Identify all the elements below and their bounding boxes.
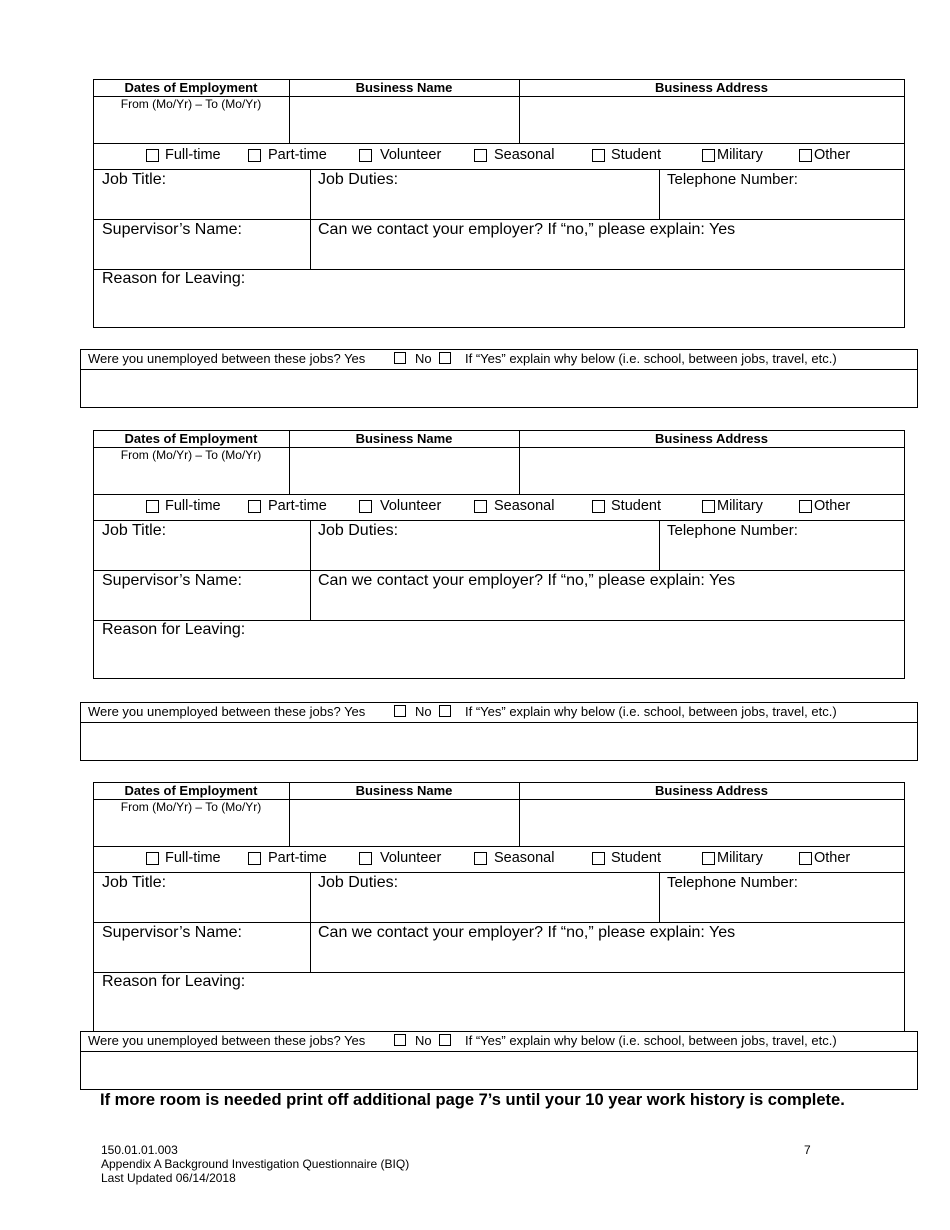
employment-type-label: Student <box>611 147 661 163</box>
employment-type-label: Full-time <box>165 147 221 163</box>
employment-type-checkbox[interactable] <box>799 149 812 162</box>
employment-type-checkbox[interactable] <box>474 852 487 865</box>
dates-of-employment-field[interactable] <box>94 113 289 143</box>
contact-employer-label: Can we contact your employer? If “no,” please explain: Yes <box>318 572 736 589</box>
employment-type-label: Part-time <box>268 147 327 163</box>
job-duties-label: Job Duties: <box>318 171 399 188</box>
block-right-border <box>904 782 905 1032</box>
supervisor-name-label: Supervisor’s Name: <box>102 221 242 238</box>
dates-subheader: From (Mo/Yr) – To (Mo/Yr) <box>120 800 262 814</box>
unemployed-explain-label: If “Yes” explain why below (i.e. school, between jobs, travel, etc.) <box>465 1033 837 1048</box>
business-name-header: Business Name <box>355 783 453 798</box>
unemployed-question: Were you unemployed between these jobs? Yes <box>88 1033 366 1048</box>
business-name-field[interactable] <box>290 448 519 494</box>
employment-type-label: Student <box>611 498 661 514</box>
employment-type-label: Seasonal <box>494 850 555 866</box>
employment-type-checkbox[interactable] <box>702 852 715 865</box>
employment-type-label: Volunteer <box>380 147 442 163</box>
gap-bottom-border <box>80 407 918 408</box>
job-duties-label: Job Duties: <box>318 874 399 891</box>
business-address-field[interactable] <box>520 448 904 494</box>
telephone-number-label: Telephone Number: <box>667 522 798 539</box>
employment-type-checkbox[interactable] <box>146 500 159 513</box>
employment-type-checkbox[interactable] <box>474 149 487 162</box>
business-address-field[interactable] <box>520 800 904 846</box>
telephone-number-label: Telephone Number: <box>667 874 798 891</box>
unemployed-explain-label: If “Yes” explain why below (i.e. school, between jobs, travel, etc.) <box>465 704 837 719</box>
types-bottom-border <box>93 872 905 873</box>
block-right-border <box>904 430 905 678</box>
employment-type-label: Military <box>717 498 763 514</box>
employment-type-label: Part-time <box>268 850 327 866</box>
employment-type-checkbox[interactable] <box>592 149 605 162</box>
employment-type-checkbox[interactable] <box>248 852 261 865</box>
duties-phone-divider <box>659 520 660 571</box>
unemployed-no-checkbox[interactable] <box>439 352 451 364</box>
employment-type-label: Other <box>814 850 851 866</box>
types-top-border <box>93 494 905 495</box>
types-bottom-border <box>93 520 905 521</box>
dates-of-employment-header: Dates of Employment <box>124 431 258 446</box>
employment-type-label: Volunteer <box>380 498 442 514</box>
contact-employer-label: Can we contact your employer? If “no,” please explain: Yes <box>318 221 736 238</box>
employment-type-checkbox[interactable] <box>146 852 159 865</box>
employment-type-checkbox[interactable] <box>359 500 372 513</box>
gap-top-border <box>80 702 918 703</box>
business-address-header: Business Address <box>655 80 768 95</box>
business-name-field[interactable] <box>290 97 519 143</box>
last-updated: Last Updated 06/14/2018 <box>101 1171 236 1185</box>
duties-phone-divider <box>659 872 660 923</box>
unemployed-no-label: No <box>415 351 432 366</box>
employment-type-label: Military <box>717 850 763 866</box>
unemployed-explanation-field[interactable] <box>81 723 917 760</box>
employment-type-checkbox[interactable] <box>248 149 261 162</box>
dates-of-employment-header: Dates of Employment <box>124 783 258 798</box>
page-number: 7 <box>804 1143 811 1157</box>
job-duties-label: Job Duties: <box>318 522 399 539</box>
employment-type-label: Volunteer <box>380 850 442 866</box>
gap-right-border <box>917 1031 918 1090</box>
employment-type-checkbox[interactable] <box>592 500 605 513</box>
unemployed-no-label: No <box>415 1033 432 1048</box>
doc-title: Appendix A Background Investigation Questionnaire (BIQ) <box>101 1157 410 1171</box>
employment-type-label: Part-time <box>268 498 327 514</box>
types-top-border <box>93 846 905 847</box>
unemployed-yes-checkbox[interactable] <box>394 705 406 717</box>
unemployed-question: Were you unemployed between these jobs? Yes <box>88 704 366 719</box>
business-address-field[interactable] <box>520 97 904 143</box>
gap-bottom-border <box>80 760 918 761</box>
unemployed-no-checkbox[interactable] <box>439 705 451 717</box>
employment-type-checkbox[interactable] <box>592 852 605 865</box>
employment-type-label: Other <box>814 147 851 163</box>
job-title-label: Job Title: <box>102 874 167 891</box>
gap-top-border <box>80 1031 918 1032</box>
employment-type-label: Military <box>717 147 763 163</box>
unemployed-yes-checkbox[interactable] <box>394 352 406 364</box>
employment-type-label: Other <box>814 498 851 514</box>
additional-pages-note: If more room is needed print off additional page 7’s until your 10 year work history is complete. <box>100 1091 845 1109</box>
reason-for-leaving-label: Reason for Leaving: <box>102 621 246 638</box>
employment-type-checkbox[interactable] <box>702 149 715 162</box>
duties-phone-divider <box>659 169 660 220</box>
block-bottom-border <box>93 327 905 328</box>
title-row-bottom <box>93 922 905 923</box>
employment-type-label: Full-time <box>165 850 221 866</box>
telephone-number-label: Telephone Number: <box>667 171 798 188</box>
employment-type-checkbox[interactable] <box>359 852 372 865</box>
reason-for-leaving-label: Reason for Leaving: <box>102 973 246 990</box>
business-address-header: Business Address <box>655 783 768 798</box>
business-address-header: Business Address <box>655 431 768 446</box>
dates-subheader: From (Mo/Yr) – To (Mo/Yr) <box>120 97 262 111</box>
employment-type-checkbox[interactable] <box>359 149 372 162</box>
employment-type-checkbox[interactable] <box>799 852 812 865</box>
gap-right-border <box>917 702 918 761</box>
unemployed-explain-label: If “Yes” explain why below (i.e. school, between jobs, travel, etc.) <box>465 351 837 366</box>
dates-of-employment-field[interactable] <box>94 464 289 494</box>
unemployed-no-checkbox[interactable] <box>439 1034 451 1046</box>
unemployed-explanation-field[interactable] <box>81 370 917 407</box>
employment-type-label: Seasonal <box>494 147 555 163</box>
block-right-border <box>904 79 905 327</box>
gap-right-border <box>917 349 918 408</box>
doc-number: 150.01.01.003 <box>101 1143 178 1157</box>
dates-subheader: From (Mo/Yr) – To (Mo/Yr) <box>120 448 262 462</box>
business-name-header: Business Name <box>355 431 453 446</box>
reason-for-leaving-label: Reason for Leaving: <box>102 270 246 287</box>
title-row-bottom <box>93 219 905 220</box>
title-row-bottom <box>93 570 905 571</box>
unemployed-explanation-field[interactable] <box>81 1052 917 1089</box>
business-name-header: Business Name <box>355 80 453 95</box>
dates-of-employment-header: Dates of Employment <box>124 80 258 95</box>
job-title-label: Job Title: <box>102 171 167 188</box>
block-bottom-border <box>93 678 905 679</box>
supervisor-name-label: Supervisor’s Name: <box>102 924 242 941</box>
job-title-label: Job Title: <box>102 522 167 539</box>
employment-type-label: Seasonal <box>494 498 555 514</box>
employment-type-checkbox[interactable] <box>146 149 159 162</box>
employment-type-checkbox[interactable] <box>799 500 812 513</box>
dates-of-employment-field[interactable] <box>94 816 289 846</box>
unemployed-yes-checkbox[interactable] <box>394 1034 406 1046</box>
employment-type-checkbox[interactable] <box>474 500 487 513</box>
gap-top-border <box>80 349 918 350</box>
employment-type-label: Full-time <box>165 498 221 514</box>
types-top-border <box>93 143 905 144</box>
supervisor-name-label: Supervisor’s Name: <box>102 572 242 589</box>
contact-employer-label: Can we contact your employer? If “no,” please explain: Yes <box>318 924 736 941</box>
types-bottom-border <box>93 169 905 170</box>
business-name-field[interactable] <box>290 800 519 846</box>
employment-type-checkbox[interactable] <box>248 500 261 513</box>
employment-type-checkbox[interactable] <box>702 500 715 513</box>
employment-type-label: Student <box>611 850 661 866</box>
unemployed-no-label: No <box>415 704 432 719</box>
unemployed-question: Were you unemployed between these jobs? Yes <box>88 351 366 366</box>
